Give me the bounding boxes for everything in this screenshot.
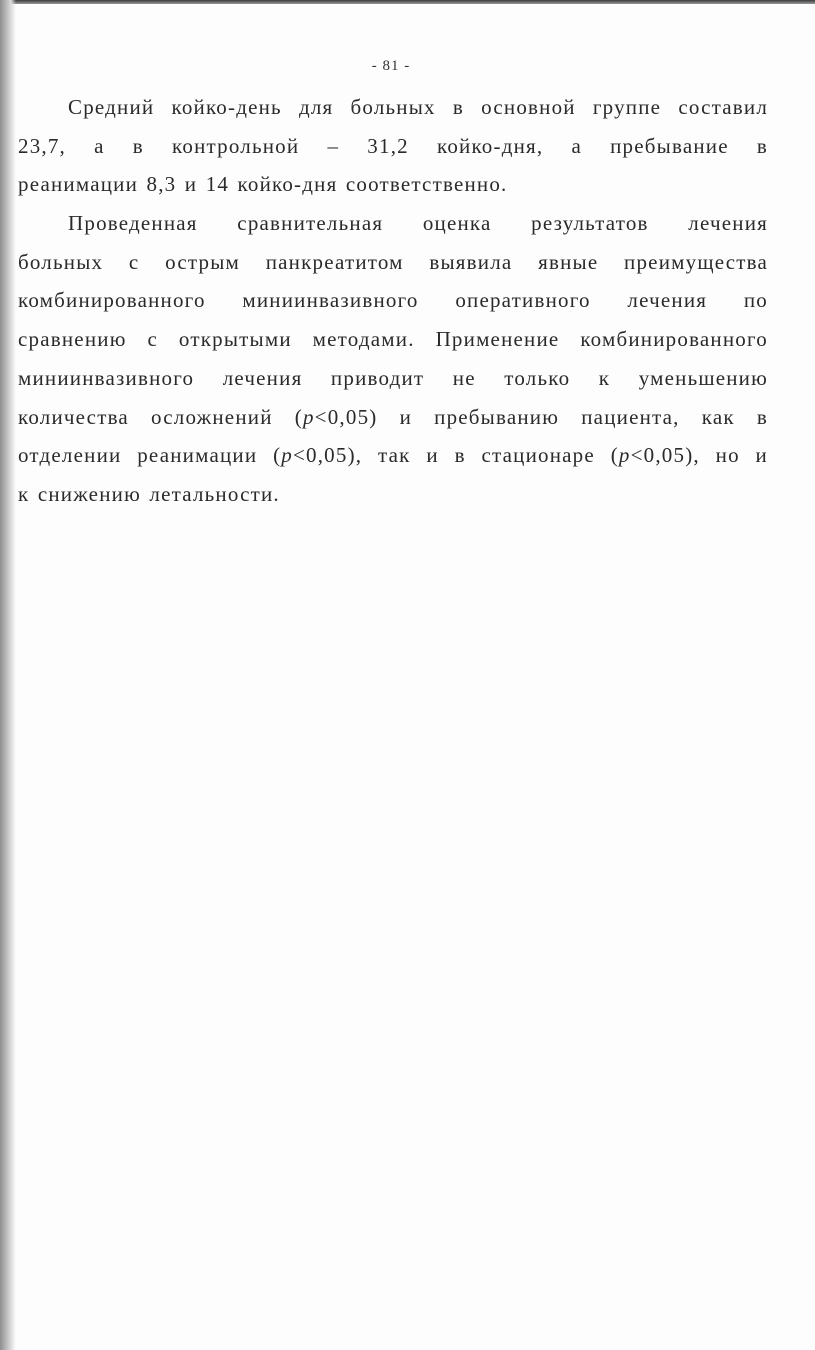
text-line: 23,7, а в контрольной – 31,2 койко-дня, а пребывание в	[18, 133, 768, 158]
scan-left-shadow	[0, 0, 16, 1350]
page-number: - 81 -	[371, 58, 411, 74]
text-line: Средний койко-день для больных в основной группе составил	[68, 95, 768, 119]
text-line: сравнению с открытыми методами. Применение комбинированного	[18, 327, 768, 352]
text-line: количества осложнений (p<0,05) и пребыванию пациента, как в	[18, 404, 768, 429]
text-line: комбинированного миниинвазивного оперативного лечения по	[18, 288, 768, 313]
text-line: Проведенная сравнительная оценка результатов лечения	[68, 211, 768, 236]
text-line: отделении реанимации (p<0,05), так и в стационаре (p<0,05), но и	[18, 443, 768, 468]
text-line: к снижению летальности.	[18, 481, 280, 506]
text-line: реанимации 8,3 и 14 койко-дня соответственно.	[18, 172, 508, 197]
body-text	[18, 88, 768, 514]
text-line: миниинвазивного лечения приводит не только к уменьшению	[18, 365, 768, 390]
scan-top-edge	[0, 0, 815, 4]
text-line: больных с острым панкреатитом выявила явные преимущества	[18, 249, 768, 274]
